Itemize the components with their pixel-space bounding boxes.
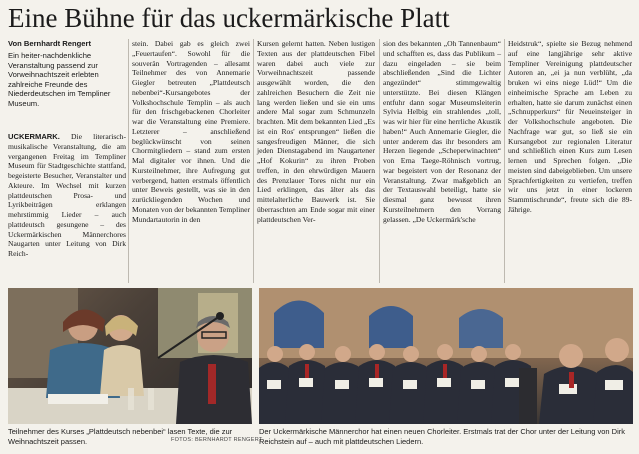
article-column-5: Heidstruk“, spielte sie Bezug nehmend auf eine langjährige sehr aktive Templiner Vereinigung plattdeutscher Autoren an, „ei ja nun verblüht, „da bruken wi eins niege Lüd!“ Um die einheimische Sprache am Leben zu erhalten, hatte sie darum zunächst einen „Schnupperkurs“ für Neueinsteiger in der Volkshochschule angeboten. Die Nachfrage war gut, so ließ sie ein Kursangebot zur regionalen Literatur und schließlich einen Kurs zum Lesen lernen und Sprechen folgen. „Die meisten sind dabeigeblieben. Um unsere Sprachfertigkeiten zu vertiefen, treffen wir uns jetzt in einer lockeren Stammtischrunde“, freute sich die 89-Jährige. [508, 39, 632, 214]
column-divider [379, 39, 380, 283]
article-column-3: Kursen gelernt hatten. Neben lustigen Texten aus der plattdeutschen Fibel waren dabei auch viele zur Vorweihnachtszeit passende ausgewählt worden, die den zahlreichen Besuchern die Zeit nie lang werden ließen und sie ein ums andere Mal sogar zum Schmunzeln brachten. Mit dem bekannten Lied „Es ist ein Ros' entsprungen“ ließen die sangesfreudigen Männer, die sich jeden Dienstagabend im Naugartener „Hof Kokurin“ zu ihren Proben treffen, in den ehrwürdigen Mauern des Prenzlauer Tores nicht nur ein Lied erklingen, das älter als das mittelalterliche Bauwerk ist. Sie überraschten am Ende sogar mit einer plattdeutschen Ver- [257, 39, 375, 224]
article-column-1 [8, 132, 126, 282]
photo-mens-choir-image [259, 288, 633, 424]
dateline-kicker: UCKERMARK. [8, 132, 60, 141]
photo-caption-2: Der Uckermärkische Männerchor hat einen neuen Chorleiter. Erstmals trat der Chor unter der Leitung von Dirk Reichstein auf – auch mit plattdeutschen Liedern. [259, 427, 625, 446]
photo-course-participants [8, 288, 252, 424]
article-column-4: sion des bekannten „Oh Tannenbaum“ und schafften es, dass das Publikum – dazu eingeladen – sie beim abschließenden „Sind die Lichter angezündet“ stimmgewaltig unterstützte. Bei diesen Klängen entfuhr dann sogar Museumsleiterin Sylvia Helbig ein strahlendes „toll, was wir hier für eine herrliche Akustik haben!“ Auch Annemarie Giegler, die unter anderem das ihr besonders am Herzen liegende „Scheperwinachten“ von Erna Taege-Röhnisch vortrug, war begeistert von der Resonanz der Veranstaltung. Zwar maßgeblich an der Textauswahl beteiligt, hatte sie diesmal ganz bewusst ihren Kursteilnehmern den Vorrang gelassen. „De Uckermärk'sche [383, 39, 501, 224]
teaser: Ein heiter-nachdenkliche Veranstaltung passend zur Vorweihnachtszeit erlebten zahlreiche Freunde des Niederdeutschen im Templiner Museum. [8, 51, 111, 108]
column-divider [128, 39, 129, 283]
byline: Von Bernhardt Rengert [8, 39, 91, 48]
article-column-2: stein. Dabei gab es gleich zwei „Feuertaufen“. Sowohl für die souverän Vortragenden – allesamt Teilnehmer des von Annemarie Giegler betreuten „Plattdeutsch nebenbei“-Kursangebotes der Volkshochschule Templin – als auch für den frischgebackenen Chorleiter war die Veranstaltung eine Premiere. Letzterer – anschließend beglückwünscht von seinen Chormitgliedern – stand zum ersten Mal digitaler vor ihnen. Und die Kursteilnehmer, ihre Aufregung gut verbergend, hatten erstmals öffentlich unter Beweis gestellt, was sie in den zurückliegenden Wochen und Monaten von der bekannten Templiner Mundartautorin in den [132, 39, 250, 224]
column-divider [504, 39, 505, 283]
photo-credit: FOTOS: BERNHARDT RENGERT [171, 437, 263, 443]
photo-course-participants-image [8, 288, 252, 424]
column-1-text: Die literarisch-musikalische Veranstaltung, die am vergangenen Freitag im Templiner Museum für Stadtgeschichte stattfand, begeisterte Besucher, Veranstalter und Akteure. Im Wechsel mit kurzen plattdeutschen Prosa- und Lyrikbeiträgen erklangen mehrstimmig Lieder – auch plattdeutsch gesungene – des Uckermärkischen Männerchores Naugarten unter Leitung von Dirk Reich- [8, 132, 126, 258]
column-divider [253, 39, 254, 283]
photo-mens-choir [259, 288, 633, 424]
headline: Eine Bühne für das uckermärkische Platt [8, 3, 450, 33]
photo-caption-1: Teilnehmer des Kurses „Plattdeutsch nebenbei“ lasen Texte, die zur Weihnachtszeit passen. [8, 427, 233, 446]
